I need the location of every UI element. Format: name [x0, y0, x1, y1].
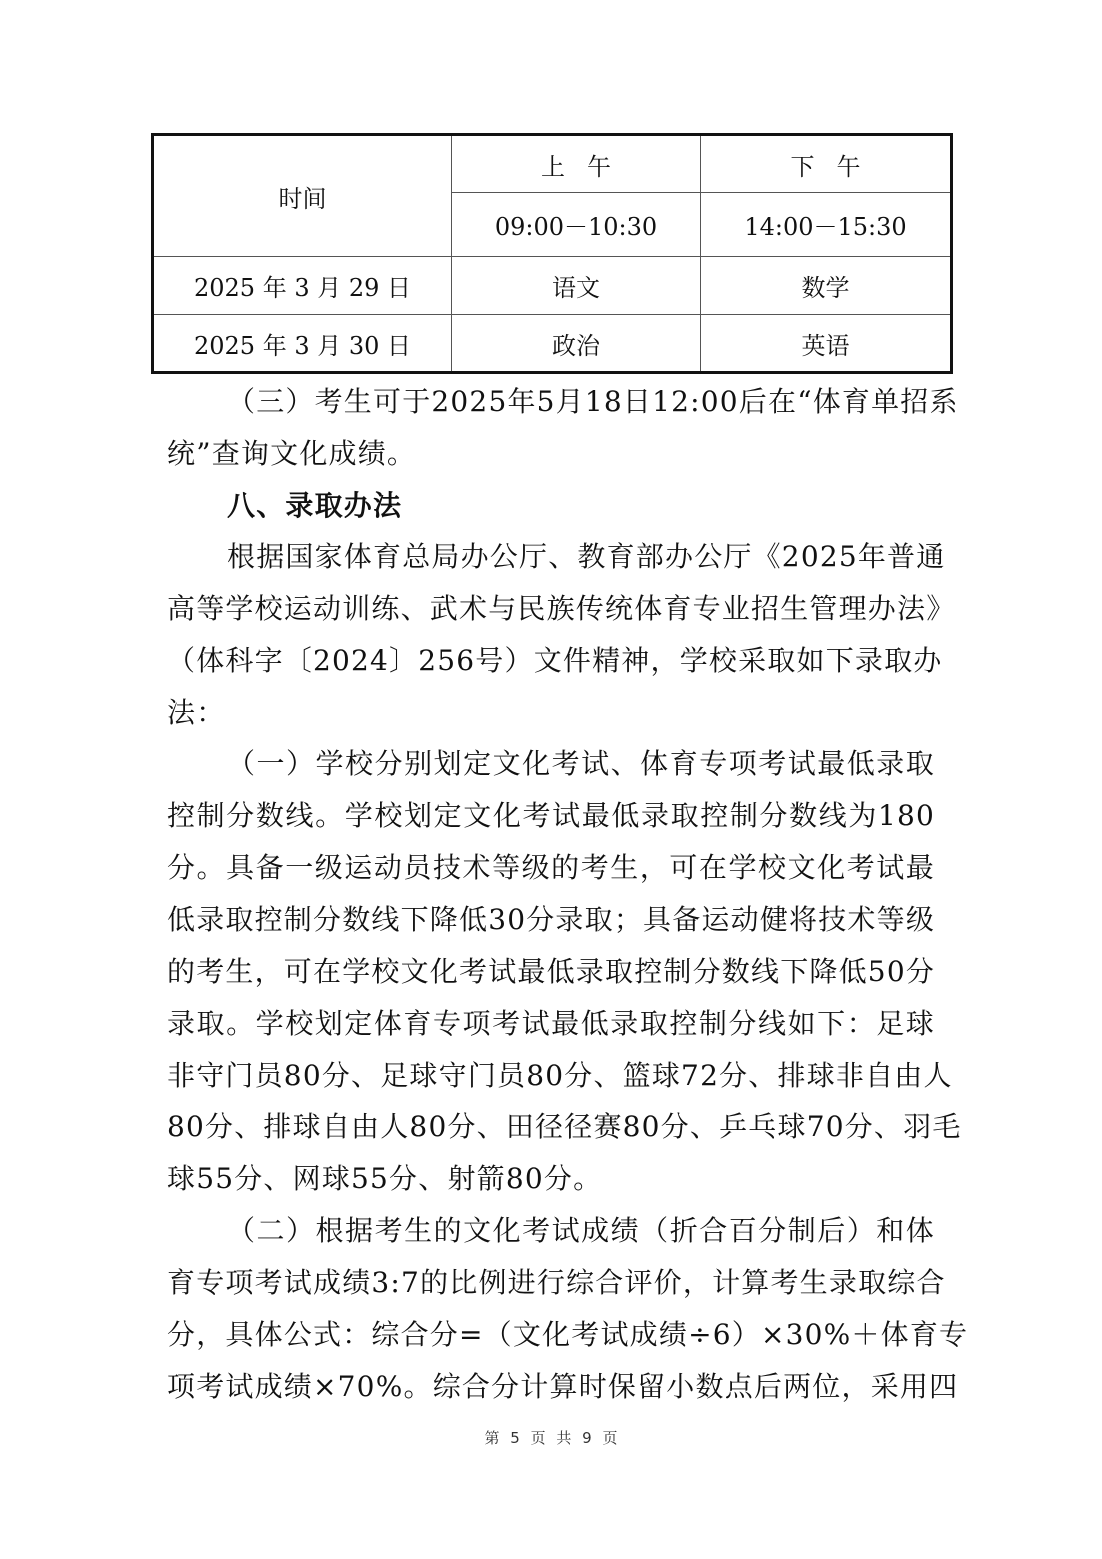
page-number-footer: 第 5 页 共 9 页 [484, 1429, 618, 1447]
table-header-row [153, 135, 952, 193]
morning-header-cell [452, 135, 701, 193]
paragraph-line: 分，具体公式：综合分=（文化考试成绩÷6）×30%＋体育专 [167, 1318, 969, 1351]
paragraph-line: （二）根据考生的文化考试成绩（折合百分制后）和体 [227, 1214, 935, 1247]
exam-schedule-table [151, 133, 953, 374]
paragraph-line: 法： [167, 696, 226, 729]
paragraph-line: 根据国家体育总局办公厅、教育部办公厅《2025年普通 [227, 540, 946, 573]
morning-subject-cell: 语文 [452, 257, 701, 315]
morning-time-cell: 09:00－10:30 [452, 193, 701, 257]
paragraph-line: 项考试成绩×70%。综合分计算时保留小数点后两位，采用四 [167, 1370, 959, 1403]
paragraph-line: 80分、排球自由人80分、田径径赛80分、乒乓球70分、羽毛 [167, 1110, 962, 1143]
table-row [153, 315, 952, 373]
paragraph-line: （三）考生可于2025年5月18日12:00后在“体育单招系 [227, 385, 959, 418]
paragraph-line: 控制分数线。学校划定文化考试最低录取控制分数线为180 [167, 799, 935, 832]
paragraph-line: 非守门员80分、足球守门员80分、篮球72分、排球非自由人 [167, 1059, 953, 1092]
afternoon-label: 下午 [790, 152, 883, 181]
afternoon-subject-cell: 英语 [701, 315, 952, 373]
date-cell: 2025 年 3 月 29 日 [153, 257, 452, 315]
paragraph-line: 球55分、网球55分、射箭80分。 [167, 1162, 603, 1195]
paragraph-line: 的考生，可在学校文化考试最低录取控制分数线下降低50分 [167, 955, 936, 988]
afternoon-time-cell: 14:00－15:30 [701, 193, 952, 257]
time-header-cell: 时间 [153, 135, 452, 257]
paragraph-line: 录取。学校划定体育专项考试最低录取控制分线如下：足球 [167, 1007, 935, 1040]
date-cell: 2025 年 3 月 30 日 [153, 315, 452, 373]
morning-subject-cell: 政治 [452, 315, 701, 373]
afternoon-header-cell [701, 135, 952, 193]
paragraph-line: 低录取控制分数线下降低30分录取；具备运动健将技术等级 [167, 903, 936, 936]
paragraph-line: 分。具备一级运动员技术等级的考生，可在学校文化考试最 [167, 851, 935, 884]
section-heading: 八、录取办法 [227, 489, 403, 522]
morning-label: 上午 [541, 152, 633, 181]
afternoon-subject-cell: 数学 [701, 257, 952, 315]
paragraph-line: 育专项考试成绩3:7的比例进行综合评价，计算考生录取综合 [167, 1266, 946, 1299]
table-row [153, 257, 952, 315]
paragraph-line: （体科字〔2024〕256号）文件精神，学校采取如下录取办 [167, 644, 943, 677]
paragraph-line: 统”查询文化成绩。 [167, 437, 417, 470]
paragraph-line: （一）学校分别划定文化考试、体育专项考试最低录取 [227, 747, 935, 780]
paragraph-line: 高等学校运动训练、武术与民族传统体育专业招生管理办法》 [167, 592, 956, 625]
